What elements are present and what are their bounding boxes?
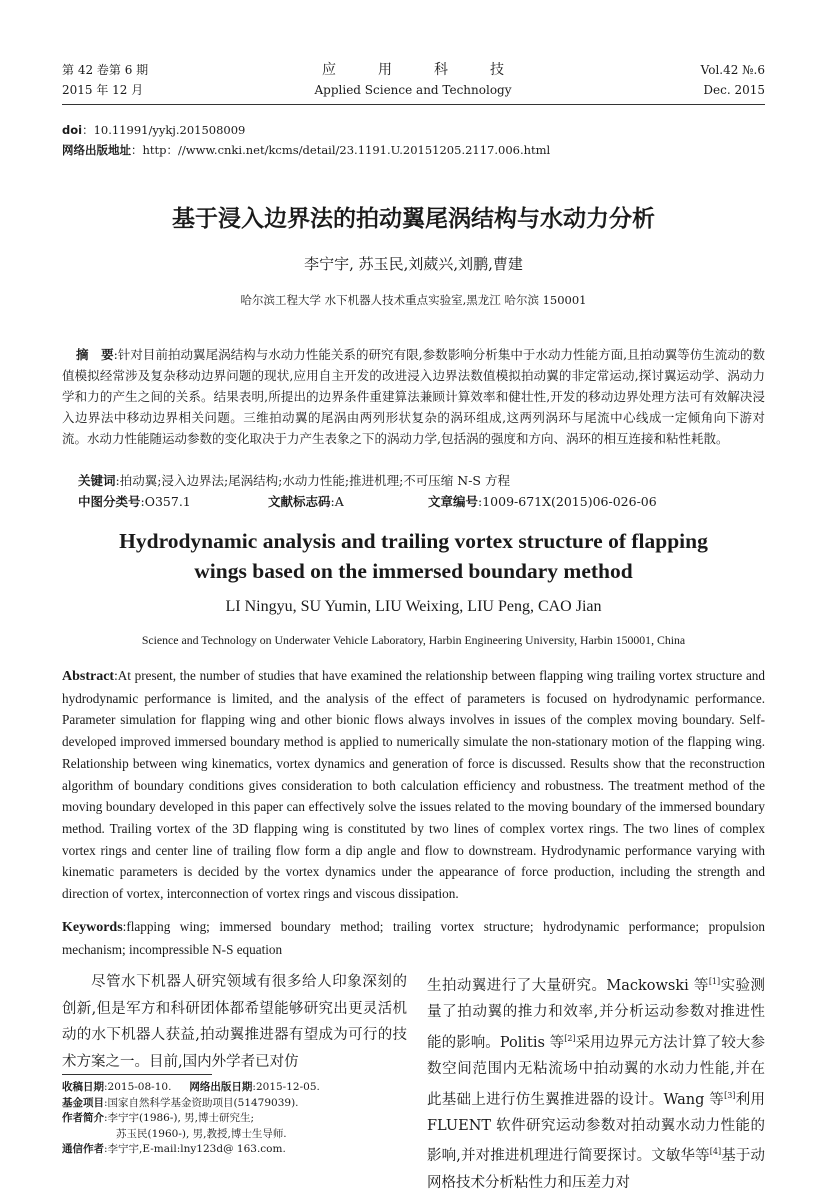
footnote-rule — [62, 1074, 212, 1075]
volume-issue: 第 42 卷第 6 期 — [62, 63, 149, 77]
keywords-cn-label: 关键词 — [78, 473, 116, 488]
title-en — [0, 526, 827, 586]
abstract-en-label: Abstract — [62, 669, 115, 684]
footnote-bio — [62, 1111, 407, 1127]
keywords-en-text: :flapping wing; immersed boundary method; trailing vortex structure; hydrodynamic performance; propulsion mechanism; incompressible N-S equation — [62, 919, 765, 957]
corr-label: 通信作者 — [62, 1143, 104, 1155]
bio-label: 作者简介 — [62, 1112, 104, 1124]
journal-name-cn: 应 用 科 技 — [322, 62, 504, 78]
article-number — [428, 491, 657, 512]
body-left-column: 尽管水下机器人研究领域有很多给人印象深刻的创新,但是军方和科研团体都希望能够研究出更灵活机动的水下机器人获益,拍动翼推进器有望成为可行的技术方案之一。目前,国内外学者已对仿 — [62, 974, 407, 1070]
footnote-dates — [62, 1080, 407, 1096]
authors-en: LI Ningyu, SU Yumin, LIU Weixing, LIU Peng, CAO Jian — [225, 598, 602, 615]
body-right-text-3: 采用边界元方法计算了较大参数空间范围内无粘流场中拍动翼的水动力性能,并在此基础上进行仿生翼推进器的设计。Wang 等 — [427, 1034, 766, 1108]
corr-value: :李宁宇,E-mail:lny123d@ 163.com. — [104, 1143, 286, 1155]
citation-2: [2] — [564, 1033, 576, 1043]
keywords-en — [62, 916, 765, 960]
abstract-cn — [62, 344, 765, 449]
bio-value-1: :李宁宇(1986-), 男,博士研究生; — [104, 1112, 255, 1124]
citation-3: [3] — [724, 1090, 736, 1100]
online-url-line — [62, 140, 550, 160]
doc-code-value: :A — [330, 494, 344, 509]
page-title: 基于浸入边界法的拍动翼尾涡结构与水动力分析 — [172, 206, 655, 232]
affiliation-en: Science and Technology on Underwater Vehicle Laboratory, Harbin Engineering University, Harbin 150001, China — [141, 633, 686, 647]
journal-name-en: Applied Science and Technology — [314, 83, 512, 97]
footnote-bio-2: 苏玉民(1960-), 男,教授,博士生导师. — [116, 1127, 287, 1140]
journal-name-block — [260, 60, 566, 100]
received-value: :2015-08-10. — [104, 1081, 172, 1093]
issue-date: 2015 年 12 月 — [62, 83, 144, 97]
doi-line — [62, 120, 245, 140]
citation-4: [4] — [709, 1147, 722, 1157]
abstract-cn-text: :针对目前拍动翼尾涡结构与水动力性能关系的研究有限,参数影响分析集中于水动力性能方面,且拍动翼等仿生流动的数值模拟经常涉及复杂移动边界问题的现状,应用自主开发的改进浸入边界法数值模拟拍动翼的非定常运动,探讨翼运动学、涡动力学和力的产生之间的关系。结果表明,所提出的边界条件重建算法兼顾计算效率和健壮性,开发的移动边界处理方法可有效解决浸入边界法中移动边界相关问题。三维拍动翼的尾涡由两列形状复杂的涡环组成,这两列涡环与尾流中心线成一定倾角向下游对流。水动力性能随运动参数的变化取决于力产生表象之下的涡动力学,包括涡的强度和方向、涡环的相互连接和粘性耗散。 — [62, 347, 765, 446]
header-rule — [62, 104, 765, 105]
abstract-en — [62, 665, 765, 905]
abstract-cn-label: 摘 要 — [76, 347, 114, 362]
body-right-column — [427, 969, 765, 1196]
body-right-text-2: 实验测量了拍动翼的推力和效率,并分析运动参数对推进性能的影响。Politis 等 — [427, 977, 766, 1051]
footnote-corresponding — [62, 1142, 407, 1158]
date-en: Dec. 2015 — [703, 83, 765, 97]
online-date-value: :2015-12-05. — [252, 1081, 320, 1093]
keywords-en-label: Keywords — [62, 920, 123, 935]
affiliation-cn: 哈尔滨工程大学 水下机器人技术重点实验室,黑龙江 哈尔滨 150001 — [240, 293, 587, 307]
article-number-value: :1009-671X(2015)06-026-06 — [478, 494, 657, 509]
footnotes — [62, 1080, 407, 1158]
body-right-text-4: 利用 FLUENT 软件研究运动参数对拍动翼水动力性能的影响,并对推进机理进行简要探讨。文敏华等 — [427, 1091, 765, 1165]
document-code — [268, 491, 344, 512]
fund-label: 基金项目 — [62, 1096, 104, 1109]
abstract-en-text: :At present, the number of studies that have examined the relationship between flapping wing trailing vortex structure and hydrodynamic performance is limited, and the analysis of the effect of parameters is focused on hydrodynamic performance. Parameter simulation for flapping wing and other bionic flows always involves in issues of the complex moving boundary. Self-developed improved immersed boundary method is applied to numerically simulate the non-stationary motion of the flapping wing. Relationship between wing kinematics, vortex dynamics and generation of force is discussed. Results show that the reconstruction algorithm of boundary conditions gives consideration to both calculation efficiency and robustness. The treatment method of the moving boundary developed in this paper can effectively solve the issues related to the moving boundary of the immersed boundary method. Trailing vortex of the 3D flapping wing is constituted by two lines of complex vortex rings. The two lines of complex vortex rings and center line of trailing flow form a dip angle and flow to downstream. Hydrodynamic performance varying with kinematic parameters is decided by the vortex dynamics under the appearance of force production, including the strength and direction of vortex, interconnection of vortex rings and viscous dissipation. — [62, 668, 765, 902]
citation-1: [1] — [708, 977, 721, 986]
received-label: 收稿日期 — [62, 1081, 104, 1093]
title-en-line1: Hydrodynamic analysis and trailing vortex structure of flapping — [119, 529, 708, 553]
fund-value: :国家自然科学基金资助项目(51479039). — [104, 1096, 299, 1109]
keywords-cn-text: :拍动翼;浸入边界法;尾涡结构;水动力性能;推进机理;不可压缩 N-S 方程 — [115, 473, 510, 488]
clc-value: :O357.1 — [140, 494, 191, 509]
journal-issue-info — [62, 60, 148, 100]
title-en-line2: wings based on the immersed boundary method — [194, 559, 633, 583]
body-right-text-5: 基于动网格技术分析粘性力和压差力对 — [427, 1148, 766, 1191]
clc-label: 中图分类号 — [78, 494, 141, 509]
online-date-label: 网络出版日期 — [189, 1081, 253, 1093]
online-url-label: 网络出版地址 — [62, 143, 131, 157]
body-right-text-1: 生拍动翼进行了大量研究。Mackowski 等 — [427, 977, 709, 994]
journal-volume-en — [701, 60, 765, 100]
keywords-cn — [78, 470, 765, 491]
authors-cn: 李宁宇, 苏玉民,刘葳兴,刘鹏,曹建 — [304, 255, 523, 273]
article-number-label: 文章编号 — [428, 494, 479, 509]
online-url-value: ：http：//www.cnki.net/kcms/detail/23.1191.U.20151205.2117.006.html — [131, 143, 551, 157]
doi-label: doi — [62, 123, 83, 137]
doc-code-label: 文献标志码 — [268, 494, 331, 509]
clc-number — [78, 491, 191, 512]
footnote-fund — [62, 1096, 407, 1112]
volume-en: Vol.42 №.6 — [700, 63, 765, 77]
doi-value: ：10.11991/yykj.201508009 — [82, 123, 246, 137]
